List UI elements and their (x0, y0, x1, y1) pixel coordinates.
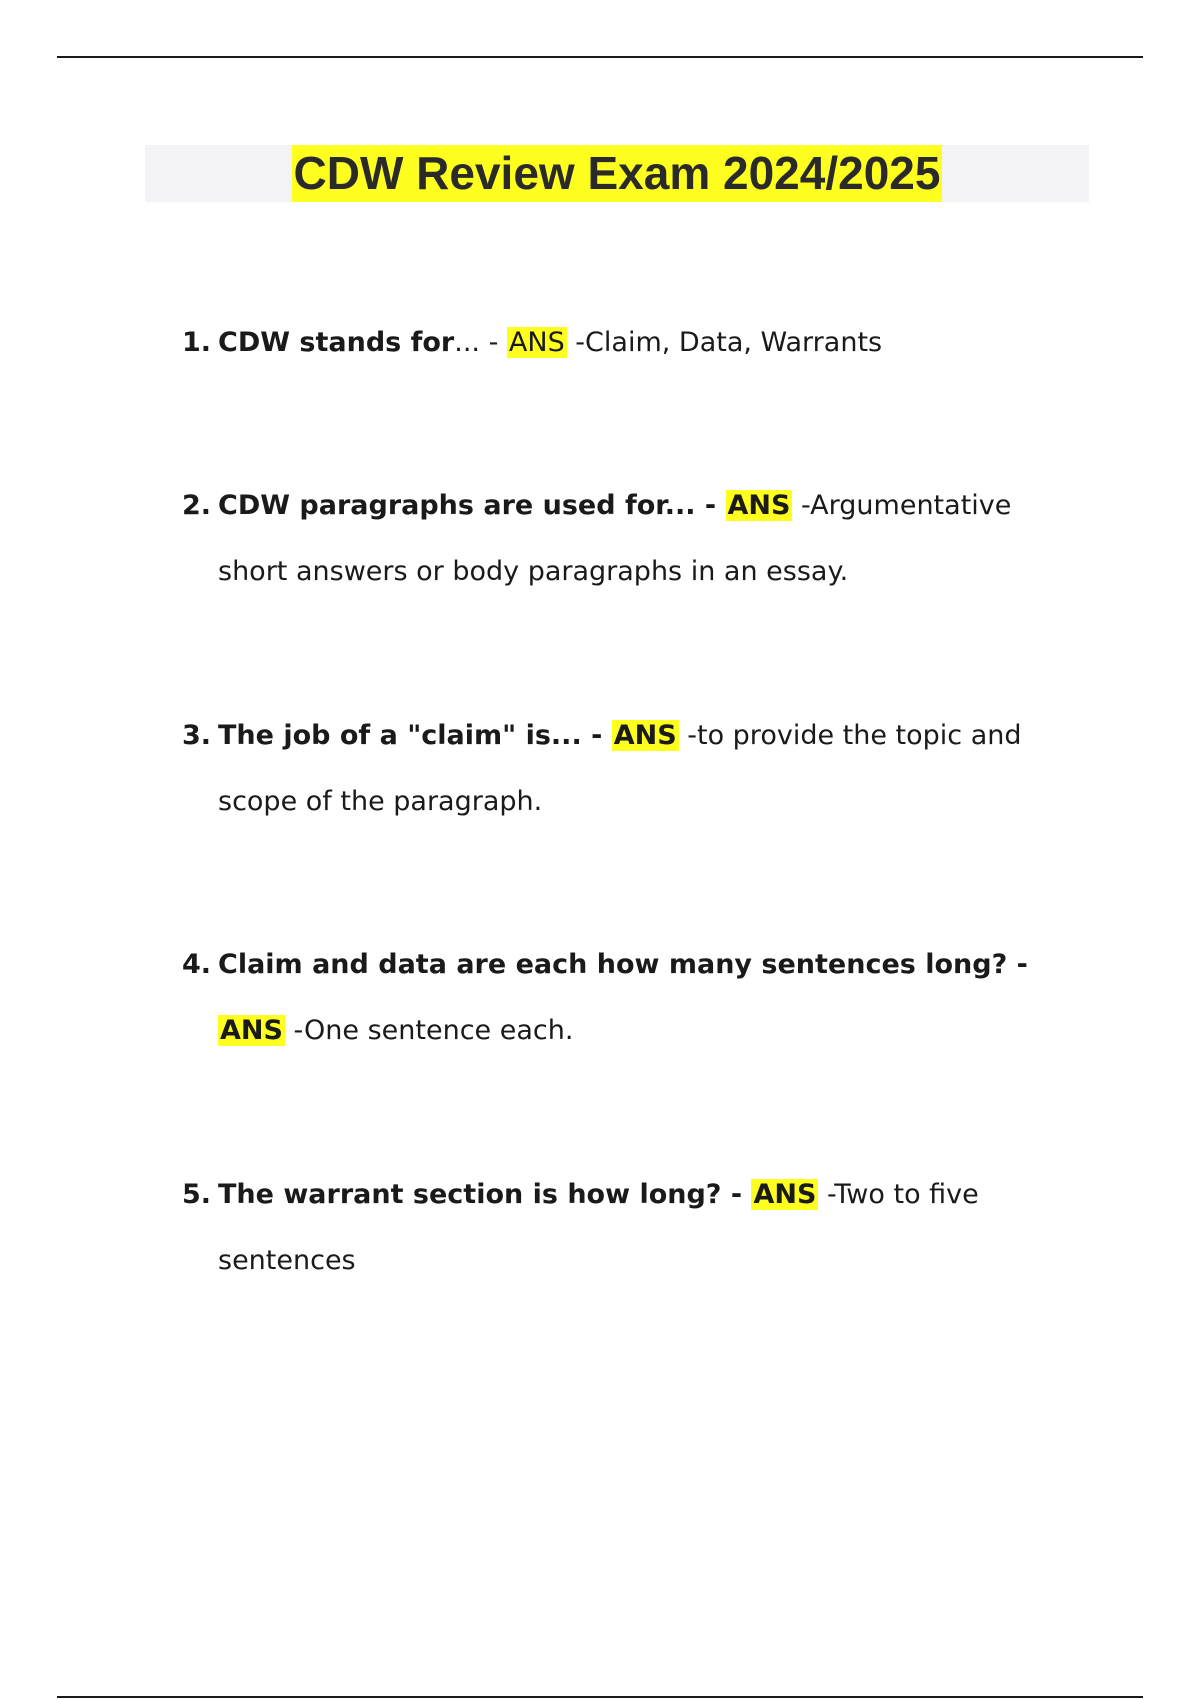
qa-item-2 (182, 473, 1082, 605)
question-trail: ... - (454, 327, 507, 358)
answer-text: -Claim, Data, Warrants (566, 327, 883, 358)
ans-label: ANS (753, 1179, 817, 1210)
item-number: 2. (182, 490, 212, 521)
qa-item-4 (182, 932, 1082, 1064)
question-text: The job of a "claim" is... - (218, 720, 612, 751)
item-number: 5. (182, 1179, 212, 1210)
answer-text: -Argumentative short answers or body paragraphs in an essay. (218, 490, 1012, 587)
qa-text (218, 473, 1082, 605)
item-number: 1. (182, 327, 212, 358)
item-number: 3. (182, 720, 212, 751)
question-text: The warrant section is how long? - (218, 1179, 752, 1210)
answer-text: -to provide the topic and scope of the paragraph. (218, 720, 1022, 817)
qa-item-1 (182, 310, 1082, 376)
qa-text (218, 1162, 1082, 1294)
question-text: CDW stands for (218, 327, 455, 358)
answer-text: -One sentence each. (284, 1015, 574, 1046)
qa-text (218, 310, 1082, 376)
title-band (145, 145, 1089, 202)
qa-item-5 (182, 1162, 1082, 1294)
ans-label: ANS (220, 1015, 283, 1046)
bottom-rule (57, 1696, 1143, 1698)
ans-label: ANS (508, 327, 565, 358)
top-rule (57, 56, 1143, 58)
qa-text (218, 932, 1082, 1064)
ans-label: ANS (613, 720, 677, 751)
question-text: Claim and data are each how many sentences long? - (218, 949, 1028, 980)
ans-label: ANS (727, 490, 791, 521)
question-text: CDW paragraphs are used for... - (218, 490, 726, 521)
qa-text (218, 703, 1082, 835)
qa-item-3 (182, 703, 1082, 835)
document-title: CDW Review Exam 2024/2025 (292, 145, 943, 202)
item-number: 4. (182, 949, 212, 980)
answer-text: -Two to five sentences (218, 1179, 979, 1276)
